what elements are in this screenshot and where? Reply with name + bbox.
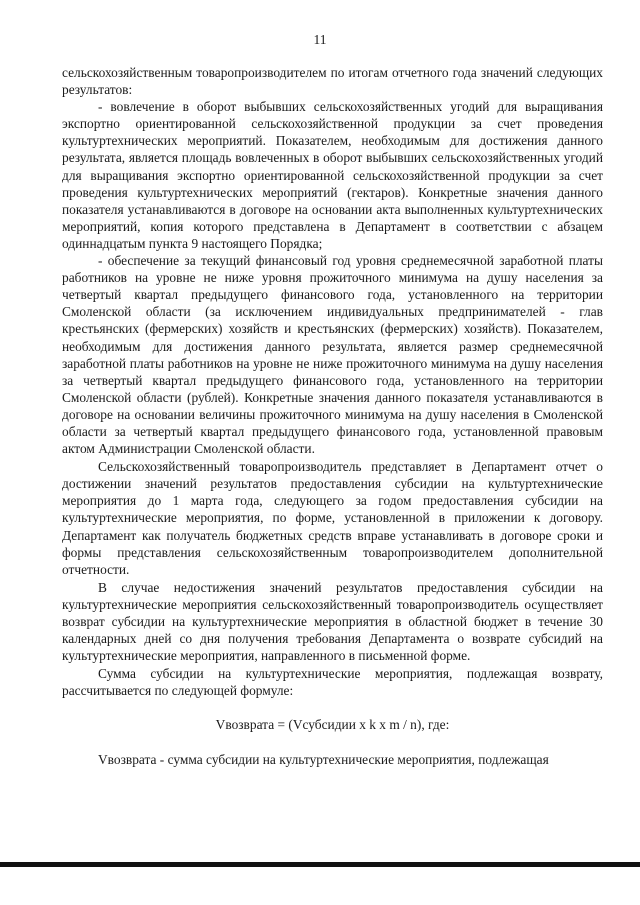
paragraph-report: Сельскохозяйственный товаропроизводитель представляет в Департамент отчет о достижении значений результатов предоставления субсидии на культуртехнические мероприятия до 1 марта года, следующего за годом предоставления субсидии на культуртехнические мероприятия, по форме, установленной в приложении к договору. Департамент как получатель бюджетных средств вправе устанавливать в договоре сроки и формы представления сельскохозяйственным товаропроизводителем дополнительной отчетности. <box>62 459 603 577</box>
paragraph-result-salary: - обеспечение за текущий финансовый год уровня среднемесячной заработной платы работников на уровне не ниже уровня прожиточного минимума на душу населения за четвертый квартал предыдущего финансового года, установленного на территории Смоленской области (за исключением индивидуальных предпринимателей - глав крестьянских (фермерских) хозяйств и крестьянских (фермерских) хозяйств). Показателем, необходимым для достижения данного результата, является размер среднемесячной заработной платы работников на уровне не ниже прожиточного минимума на душу населения за четвертый квартал предыдущего финансового года, установленного на территории Смоленской области (рублей). Конкретные значения данного показателя устанавливаются в договоре на основании величины прожиточного минимума на душу населения в Смоленской области за четвертый квартал предыдущего финансового года, установленной правовым актом Администрации Смоленской области. <box>62 253 603 457</box>
paragraph-result-land: - вовлечение в оборот выбывших сельскохозяйственных угодий для выращивания экспортно ориентированной сельскохозяйственной продукции за счет проведения культуртехнических мероприятий. Показателем, необходимым для достижения данного результата, является площадь вовлеченных в оборот выбывших сельскохозяйственных угодий для выращивания экспортно ориентированной сельскохозяйственной продукции за счет проведения культуртехнических мероприятий (гектаров). Конкретные значения данного показателя устанавливаются в договоре на основании акта выполненных культуртехнических мероприятий, копия которого представлена в Департамент в соответствии с абзацем одиннадцатым пункта 9 настоящего Порядка; <box>62 99 603 251</box>
paragraph-definition: Vвозврата - сумма субсидии на культуртехнические мероприятия, подлежащая <box>98 751 549 767</box>
paragraph-formula-intro: Сумма субсидии на культуртехнические мероприятия, подлежащая возврату, рассчитывается по следующей формуле: <box>62 666 603 699</box>
bottom-divider <box>0 862 640 867</box>
paragraph-continuation: сельскохозяйственным товаропроизводителем по итогам отчетного года значений следующих результатов: <box>62 65 603 98</box>
document-body <box>62 64 603 768</box>
page-number: 11 <box>313 32 327 47</box>
formula: Vвозврата = (Vсубсидии x k x m / n), где: <box>215 717 450 733</box>
paragraph-refund: В случае недостижения значений результатов предоставления субсидии на культуртехнические мероприятия сельскохозяйственный товаропроизводитель осуществляет возврат субсидии на культуртехнические мероприятия в областной бюджет в течение 30 календарных дней со дня получения требования Департамента о возврате субсидий на культуртехнические мероприятия, направленного в письменной форме. <box>62 579 603 664</box>
